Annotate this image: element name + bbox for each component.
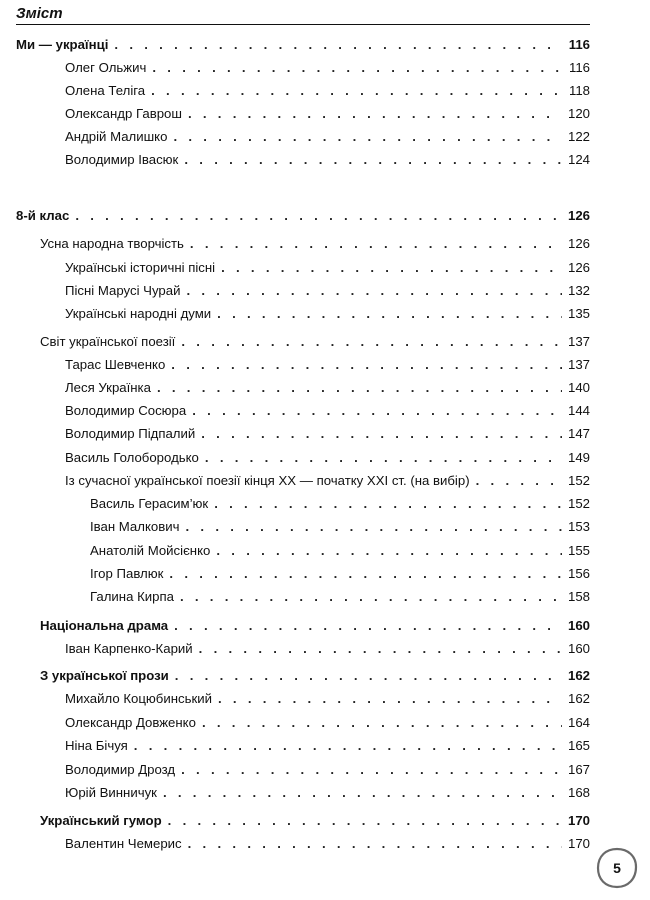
dot-leader xyxy=(152,58,562,78)
toc-entry-title: Олександр Гаврош xyxy=(65,106,182,121)
toc-entry-title: Український гумор xyxy=(40,813,162,828)
toc-entry-page: 126 xyxy=(567,208,590,223)
dot-leader xyxy=(185,517,562,537)
dot-leader xyxy=(221,258,562,278)
toc-entry-page: 126 xyxy=(567,236,590,251)
dot-leader xyxy=(134,736,562,756)
toc-entry xyxy=(65,471,590,491)
toc-entry xyxy=(40,811,590,831)
toc-entry-title: Із сучасної української поезії кінця XX — початку XXI ст. (на вибір) xyxy=(65,473,470,488)
toc-entry-page: 140 xyxy=(567,380,590,395)
toc-entry-page: 162 xyxy=(567,668,590,683)
dot-leader xyxy=(114,35,562,55)
toc-entry-page: 116 xyxy=(568,37,590,52)
dot-leader xyxy=(205,448,562,468)
toc-entry-page: 160 xyxy=(567,618,590,633)
dot-leader xyxy=(199,639,562,659)
toc-entry xyxy=(65,355,590,375)
toc-entry-page: 168 xyxy=(567,785,590,800)
toc-entry xyxy=(65,58,590,78)
toc-entry-title: Усна народна творчість xyxy=(40,236,184,251)
toc-entry-title: Володимир Івасюк xyxy=(65,152,179,167)
toc-entry xyxy=(65,127,590,147)
dot-leader xyxy=(184,150,562,170)
toc-entry-title: Андрій Малишко xyxy=(65,129,168,144)
dot-leader xyxy=(190,234,562,254)
toc-entry xyxy=(65,378,590,398)
toc-entry-page: 144 xyxy=(567,403,590,418)
dot-leader xyxy=(192,401,562,421)
toc-entry-title: Ми — українці xyxy=(16,37,109,52)
toc-entry-page: 118 xyxy=(568,83,590,98)
toc-entry-title: Галина Кирпа xyxy=(90,589,174,604)
toc-entry-title: Володимир Сосюра xyxy=(65,403,187,418)
toc-entry-title: Анатолій Мойсієнко xyxy=(90,543,211,558)
dot-leader xyxy=(171,355,562,375)
toc-entry-title: Ніна Бічуя xyxy=(65,738,128,753)
toc-entry xyxy=(90,541,590,561)
toc-entry-page: 162 xyxy=(567,691,590,706)
dot-leader xyxy=(201,424,562,444)
toc-entry-page: 124 xyxy=(567,152,590,167)
toc-entry-title: Михайло Коцюбинський xyxy=(65,691,212,706)
toc-entry-page: 167 xyxy=(567,762,590,777)
toc-entry xyxy=(16,35,590,55)
toc-entry-title: Василь Голобородько xyxy=(65,450,199,465)
toc-entry-title: Українські історичні пісні xyxy=(65,260,216,275)
dot-leader xyxy=(174,616,562,636)
dot-leader xyxy=(173,127,562,147)
toc-entry xyxy=(65,150,590,170)
toc-entry xyxy=(40,234,590,254)
dot-leader xyxy=(175,666,562,686)
toc-entry xyxy=(16,206,590,226)
dot-leader xyxy=(75,206,562,226)
toc-entry-page: 158 xyxy=(567,589,590,604)
toc-entry-page: 126 xyxy=(567,260,590,275)
toc-entry-page: 152 xyxy=(567,473,590,488)
toc-entry xyxy=(65,760,590,780)
dot-leader xyxy=(181,332,562,352)
toc-entry-title: Леся Українка xyxy=(65,380,151,395)
toc-entry-title: Світ української поезії xyxy=(40,334,176,349)
toc-entry xyxy=(40,332,590,352)
toc-entry-page: 155 xyxy=(567,543,590,558)
toc-entry-title: Володимир Підпалий xyxy=(65,426,196,441)
dot-leader xyxy=(202,713,562,733)
toc-entry-title: Василь Герасим’юк xyxy=(90,496,209,511)
toc-entry xyxy=(65,783,590,803)
toc-entry xyxy=(65,448,590,468)
toc-entry-page: 160 xyxy=(567,641,590,656)
page-number-badge xyxy=(595,846,639,890)
toc-entry-title: Володимир Дрозд xyxy=(65,762,176,777)
toc-entry xyxy=(65,424,590,444)
dot-leader xyxy=(186,281,562,301)
toc-entry-title: Національна драма xyxy=(40,618,169,633)
toc-entry xyxy=(90,564,590,584)
toc-entry xyxy=(65,736,590,756)
toc-entry xyxy=(65,281,590,301)
toc-entry-title: Олександр Довженко xyxy=(65,715,196,730)
dot-leader xyxy=(214,494,562,514)
toc-entry xyxy=(90,494,590,514)
dot-leader xyxy=(151,81,562,101)
toc-entry xyxy=(65,689,590,709)
dot-leader xyxy=(216,541,562,561)
toc-entry-page: 122 xyxy=(567,129,590,144)
toc-entry-title: Іван Малкович xyxy=(90,519,180,534)
toc-entry-page: 165 xyxy=(567,738,590,753)
toc-entry-page: 120 xyxy=(567,106,590,121)
toc-entry-page: 170 xyxy=(567,836,590,851)
toc-entry-title: Валентин Чемерис xyxy=(65,836,182,851)
dot-leader xyxy=(181,760,562,780)
toc-entry xyxy=(65,304,590,324)
toc-entry-page: 132 xyxy=(567,283,590,298)
dot-leader xyxy=(163,783,562,803)
toc-entry xyxy=(90,587,590,607)
toc-entry xyxy=(90,517,590,537)
dot-leader xyxy=(168,811,562,831)
dot-leader xyxy=(476,471,562,491)
dot-leader xyxy=(218,689,562,709)
dot-leader xyxy=(180,587,562,607)
toc-entry xyxy=(65,713,590,733)
toc-entry xyxy=(65,401,590,421)
toc-entry-title: Іван Карпенко-Карий xyxy=(65,641,193,656)
dot-leader xyxy=(188,104,562,124)
toc-entry-title: Тарас Шевченко xyxy=(65,357,166,372)
toc-entry xyxy=(65,81,590,101)
toc-entry-page: 135 xyxy=(567,306,590,321)
dot-leader xyxy=(157,378,562,398)
toc-entry-page: 153 xyxy=(567,519,590,534)
toc-entry-page: 137 xyxy=(567,334,590,349)
dot-leader xyxy=(169,564,562,584)
toc-entry-page: 137 xyxy=(567,357,590,372)
toc-entry-page: 170 xyxy=(567,813,590,828)
toc-entry-page: 156 xyxy=(567,566,590,581)
toc-entry-title: Українські народні думи xyxy=(65,306,212,321)
toc-entry-page: 149 xyxy=(567,450,590,465)
toc-entry xyxy=(65,639,590,659)
toc-entry-page: 152 xyxy=(567,496,590,511)
toc-entry-title: З української прози xyxy=(40,668,169,683)
dot-leader xyxy=(188,834,562,854)
toc-entry-title: 8-й клас xyxy=(16,208,70,223)
page-number: 5 xyxy=(613,860,621,876)
toc-entry-title: Олег Ольжич xyxy=(65,60,147,75)
toc-heading: Зміст xyxy=(16,5,63,22)
toc-entry-title: Ігор Павлюк xyxy=(90,566,164,581)
toc-entry xyxy=(65,104,590,124)
toc-entry-page: 116 xyxy=(568,60,590,75)
toc-entry xyxy=(65,258,590,278)
toc-entry xyxy=(40,666,590,686)
toc-entry-title: Олена Теліга xyxy=(65,83,146,98)
toc-entry-title: Пісні Марусі Чурай xyxy=(65,283,181,298)
toc-entry-page: 147 xyxy=(567,426,590,441)
toc-entry-title: Юрій Винничук xyxy=(65,785,157,800)
toc-entry xyxy=(65,834,590,854)
toc-entry xyxy=(40,616,590,636)
toc-entry-page: 164 xyxy=(567,715,590,730)
dot-leader xyxy=(217,304,562,324)
